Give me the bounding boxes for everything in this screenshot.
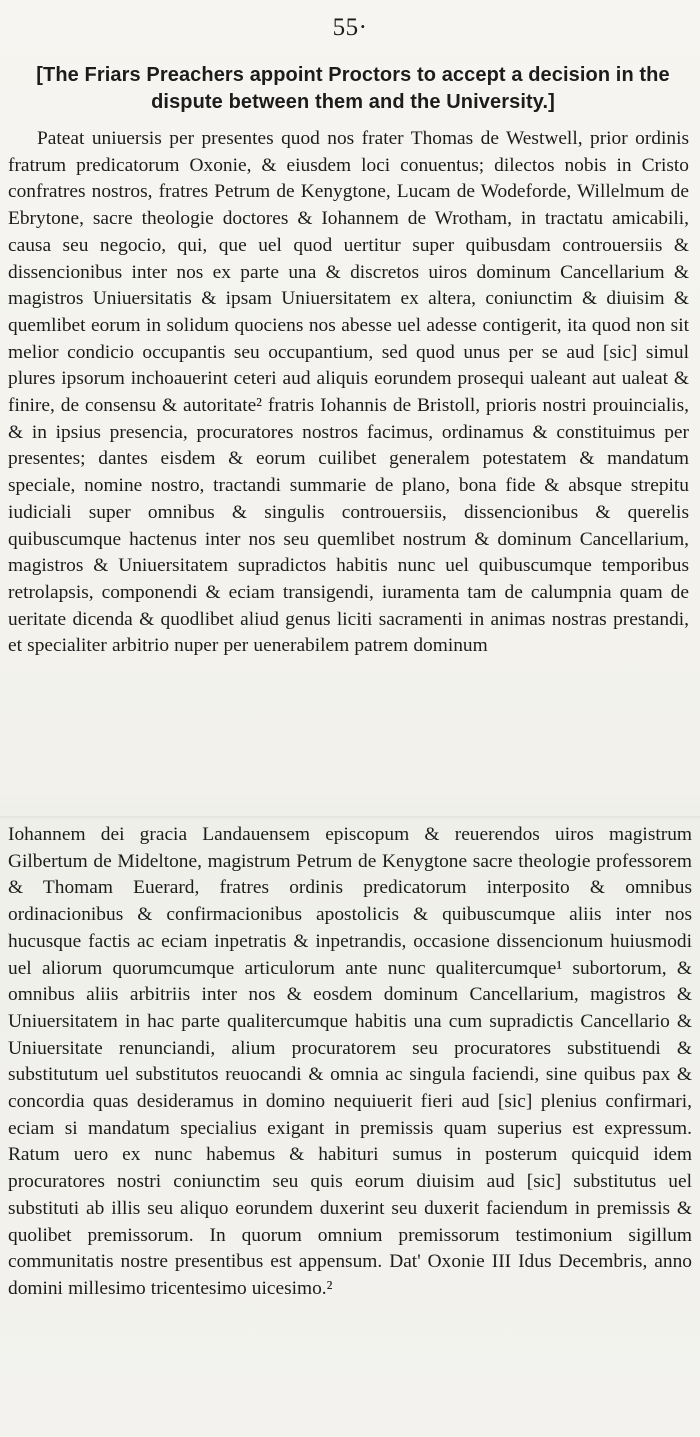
body-paragraph-upper: Pateat uniuersis per presentes quod nos frater Thomas de Westwell, prior ordinis fratrum predicatorum Oxonie, & eiusdem loci conuentus; dilectos nobis in Cristo confratres nostros, fratres Petrum de Kenygtone, Lucam de Wodeforde, Willelmum de Ebrytone, sacre theologie doctores & Iohannem de Wrotham, in tractatu amicabili, causa seu negocio, qui, que uel quod uertitur super quibusdam controuersiis & dissencionibus inter nos ex parte una & discretos uiros dominum Cancellarium & magistros Uniuersitatis & ipsam Uniuersitatem ex altera, coniunctim & diuisim & quemlibet eorum in solidum quociens nos abesse uel adesse contigerit, ita quod non sit melior condicio occupantis seu occupantium, sed quod unus per se aud [sic] simul plures ipsorum inchoauerint ceteri aud aliquis eorundem prosequi ualeant aut ualeat & finire, de consensu & autoritate² fratris Iohannis de Bristoll, prioris nostri prouincialis, & in ipsius presencia, procuratores nostros facimus, ordinamus & constituimus per presentes; dantes eisdem & eorum cuilibet generalem potestatem & mandatum speciale, nomine nostro, tractandi summarie de plano, bona fide & absque strepitu iudiciali super omnibus & singulis controuersiis, dissencionibus & querelis quibuscumque hactenus inter nos seu quemlibet nostrum & dominum Cancellarium, magistros & Uniuersitatem supradictos habitis nunc uel quibuscumque temporibus retrolapsis, componendi & eciam transigendi, iuramenta tam de calumpnia quam de ueritate dicenda & quodlibet aliud genus liciti sacramenti in animas nostras prestandi, et specialiter arbitrio nuper per uenerabilem patrem dominum: [8, 128, 689, 657]
scan-seam: [0, 816, 700, 820]
document-heading: [The Friars Preachers appoint Proctors to accept a decision in the dispute between them and the University.]: [36, 64, 670, 113]
body-paragraph-lower: Iohannem dei gracia Landauensem episcopum & reuerendos uiros magistrum Gilbertum de Mideltone, magistrum Petrum de Kenygtone sacre theologie professorem & Thomam Euerard, fratres ordinis predicatorum interposito & omnibus ordinacionibus & confirmacionibus apostolicis & quibuscumque aliis inter nos hucusque factis ac eciam inpetratis & inpetrandis, occasione dissencionum huiusmodi uel aliorum quorumcumque articulorum ante nunc qualitercumque¹ subortorum, & omnibus aliis arbitriis inter nos & eosdem dominum Cancellarium, magistros & Uniuersitatem in hac parte qualitercumque habitis una cum supradictis Cancellario & Uniuersitate renunciandi, alium procuratorem seu procuratores substituendi & substitutum uel substitutos reuocandi & omnia ac singula faciendi, sine quibus pax & concordia quas desideramus in domino nequiuerit fieri aud [sic] plenius confirmari, eciam si mandatum specialius exigant in premissis quam superius est expressum. Ratum uero ex nunc habemus & habituri sumus in posterum quicquid idem procuratores nostri coniunctim seu quis eorum diuisim aud [sic] substitutus uel substituti ab illis seu aliquo eorundem duxerint seu duxerit faciendum in premissis & quolibet premissorum. In quorum omnium premissorum testimonium sigillum communitatis nostre presentibus est appensum. Dat' Oxonie III Idus Decembris, anno domini millesimo tricentesimo uicesimo.²: [8, 824, 692, 1299]
page-number: 55·: [332, 14, 368, 41]
